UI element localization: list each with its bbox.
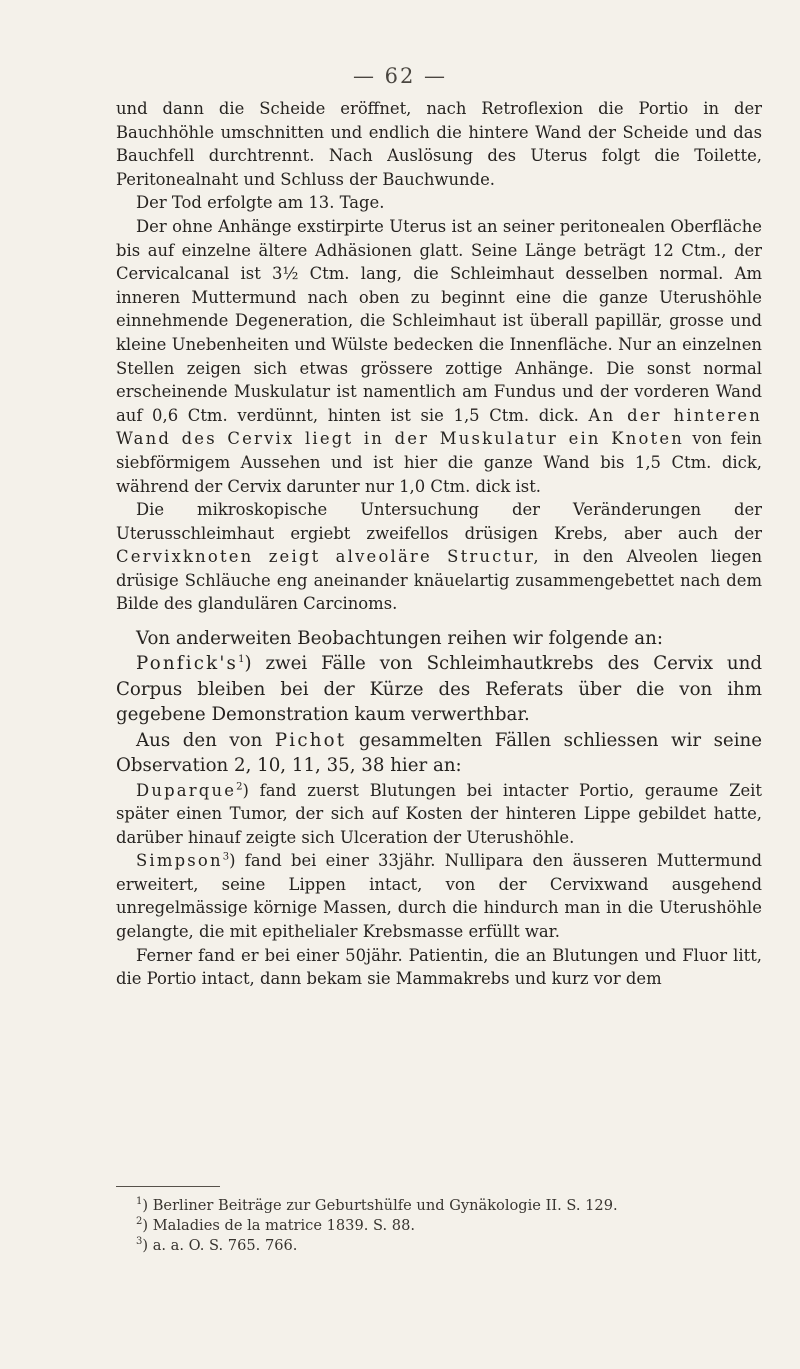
paragraph [116, 215, 762, 498]
footnote-ref: 3 [222, 851, 230, 863]
text-run: Der ohne Anhänge exstirpirte Uterus ist an seiner peritonealen Oberfläche bis auf einzelne ältere Adhäsionen glatt. Seine Länge beträgt 12 Ctm., der Cervicalcanal ist 3½ Ctm. lang, die Schleimhaut desselben normal. Am inneren Muttermund nach oben zu beginnt eine die ganze Uterushöhle einnehmende Degeneration, die Schleimhaut ist überall papillär, grosse und kleine Unebenheiten und Wülste bedecken die Innenfläche. Nur an einzelnen Stellen zeigen sich etwas grössere zottige Anhänge. Die sonst normal erscheinende Muskulatur ist namentlich am Fundus und der vorderen Wand auf 0,6 Ctm. verdünnt, hinten ist sie 1,5 Ctm. dick. [116, 216, 762, 425]
page-number: — 62 — [352, 64, 448, 88]
text-run: in den Alveolen liegen drüsige Schläuche eng aneinander knäuelartig zusammengebettet nach dem Bilde des glandulären Carcinoms. [116, 547, 763, 614]
author-name: Simpson [136, 851, 223, 871]
text-run: gesammelten Fällen schliessen wir seine Observation 2, 10, 11, 35, 38 hier an: [116, 729, 762, 777]
paragraph [116, 779, 762, 850]
spaced-emphasis: An der hinteren Wand des Cervix liegt in der Muskulatur ein Knoten [116, 405, 763, 449]
text-run: von fein siebförmigem Aussehen und ist hier die ganze Wand bis 1,5 Ctm. dick, während der Cervix darunter nur 1,0 Ctm. dick ist. [116, 429, 762, 496]
paragraph: Der Tod erfolgte am 13. Tage. [136, 193, 385, 213]
author-name: Ponfick's [136, 653, 239, 675]
text-run: ) fand bei einer 33jähr. Nullipara den äusseren Muttermund erweitert, seine Lippen intact, von der Cervixwand ausgehend unregelmässige körnige Massen, durch die hindurch man in die Uterushöhle gelangte, die mit epithelialer Krebsmasse erfüllt war. [116, 851, 762, 942]
text-run: ) fand zuerst Blutungen bei intacter Portio, geraume Zeit später einen Tumor, der sich auf Kosten der hinteren Lippe gebildet hatte, darüber hinauf zeigte sich Ulceration der Uterushöhle. [116, 780, 762, 847]
footnote-mark: 2 [136, 1216, 143, 1228]
paragraph [116, 498, 762, 616]
paragraph: und dann die Scheide eröffnet, nach Retroflexion die Portio in der Bauchhöhle umschnitten und endlich die hintere Wand der Scheide und das Bauchfell durchtrennt. Nach Auslösung des Uterus folgt die Toilette, Peritonealnaht und Schluss der Bauchwunde. [116, 99, 762, 189]
paragraph [116, 728, 762, 779]
footnote [136, 1196, 756, 1216]
text-run: Aus den von [136, 729, 263, 751]
footnote-ref: 2 [236, 781, 243, 793]
paragraph: Von anderweiten Beobachtungen reihen wir folgende an: [136, 628, 663, 650]
paragraph [116, 849, 762, 943]
footnote-text: ) Berliner Beiträge zur Geburtshülfe und Gynäkologie II. S. 129. [142, 1197, 618, 1214]
spaced-emphasis: Cervixknoten zeigt alveoläre Structur, [116, 547, 541, 567]
author-name: Duparque [136, 780, 237, 800]
text-run: Die mikroskopische Untersuchung der Veränderungen der Uterusschleimhaut ergiebt zweifellos drüsigen Krebs, aber auch der [116, 500, 762, 543]
footnote-text: ) a. a. O. S. 765. 766. [142, 1237, 298, 1254]
author-name: Pichot [274, 729, 347, 751]
footnote-mark: 1 [136, 1196, 143, 1208]
footnote-text: ) Maladies de la matrice 1839. S. 88. [142, 1217, 415, 1234]
paragraph [116, 651, 762, 727]
footnote [136, 1236, 756, 1256]
text-run: ) zwei Fälle von Schleimhautkrebs des Cervix und Corpus bleiben bei der Kürze des Referats über die von ihm gegebene Demonstration kaum verwerthbar. [116, 653, 762, 726]
footnote-mark: 3 [136, 1236, 143, 1248]
body-text [116, 97, 762, 991]
footnote [136, 1216, 756, 1236]
paragraph: Ferner fand er bei einer 50jähr. Patientin, die an Blutungen und Fluor litt, die Portio intact, dann bekam sie Mammakrebs und kurz vor dem [116, 945, 762, 989]
footnote-divider [116, 1186, 220, 1187]
footnotes [136, 1196, 756, 1256]
footnote-ref: 1 [238, 654, 245, 666]
